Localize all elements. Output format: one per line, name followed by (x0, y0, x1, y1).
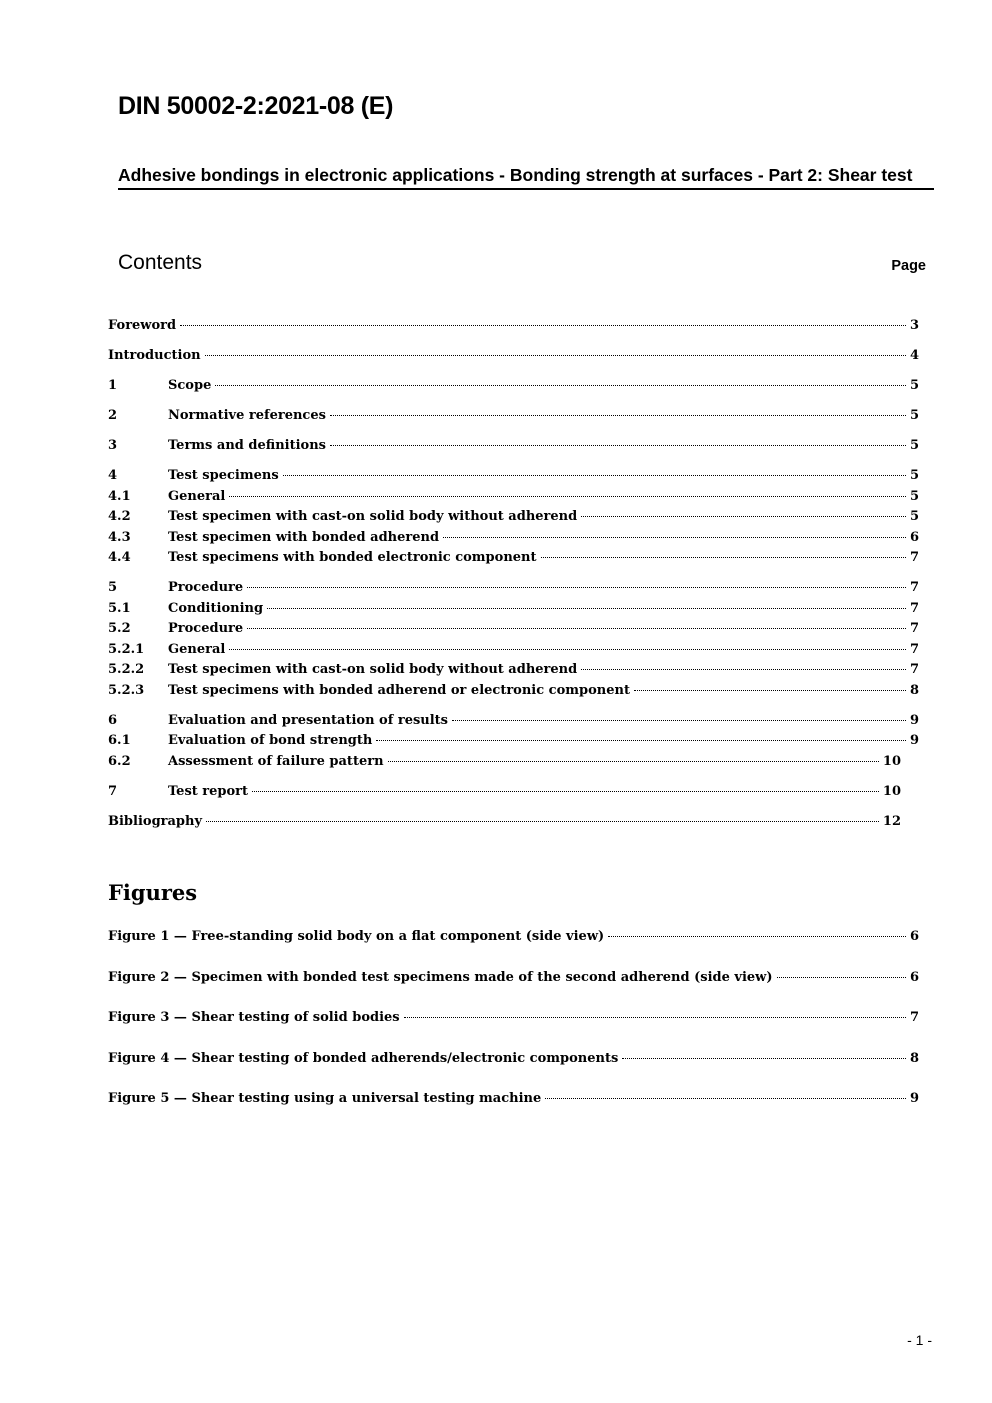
toc-entry-title: Procedure (168, 621, 244, 636)
figure-entry[interactable] (108, 1010, 919, 1031)
toc-entry[interactable] (108, 530, 919, 551)
figure-entry-title: Figure 4 — Shear testing of bonded adherends/electronic components (108, 1050, 619, 1066)
toc-entry[interactable] (108, 621, 919, 642)
toc-entry[interactable] (108, 550, 919, 571)
toc-entry-page: 7 (909, 662, 919, 677)
toc-entry[interactable] (108, 754, 919, 775)
figure-entry-title: Figure 1 — Free-standing solid body on a flat component (side view) (108, 929, 605, 944)
toc-entry-title: Test specimens (168, 468, 279, 483)
dot-leader (634, 690, 906, 691)
dot-leader (247, 628, 906, 629)
toc-entry-title: Foreword (108, 318, 177, 333)
toc-entry-title: Scope (168, 378, 212, 393)
dot-leader (622, 1058, 906, 1059)
figure-entry-page: 9 (909, 1091, 919, 1106)
toc-entry[interactable] (108, 509, 919, 530)
dot-leader (330, 445, 906, 446)
page-number: - 1 - (907, 1332, 932, 1348)
dot-leader (777, 977, 906, 978)
toc-entry[interactable] (108, 408, 919, 429)
table-of-contents (108, 318, 919, 834)
toc-entry-page: 6 (909, 529, 919, 545)
toc-entry-number: 4 (108, 468, 118, 483)
toc-entry-page: 9 (909, 733, 919, 748)
toc-entry-page: 7 (909, 621, 919, 636)
toc-entry-number: 4.4 (108, 550, 131, 565)
dot-leader (404, 1017, 906, 1018)
figure-entry[interactable] (108, 1051, 919, 1072)
toc-entry-page: 9 (909, 712, 919, 728)
toc-entry[interactable] (108, 580, 919, 601)
toc-entry-title: Test specimen with bonded adherend (168, 529, 440, 545)
toc-entry-number: 5.2.2 (108, 662, 145, 677)
toc-entry-number: 5.2 (108, 621, 131, 636)
figure-entry[interactable] (108, 929, 919, 950)
dot-leader (608, 936, 906, 937)
toc-entry-number: 5.2.1 (108, 641, 145, 657)
toc-entry-page: 7 (909, 641, 919, 657)
toc-entry-title: General (168, 641, 226, 657)
toc-entry-title: Conditioning (168, 600, 264, 616)
toc-entry-page: 7 (909, 550, 919, 565)
toc-entry-number: 5 (108, 580, 118, 595)
toc-entry-page: 5 (909, 408, 919, 423)
toc-entry-number: 5.2.3 (108, 682, 145, 698)
toc-entry-page: 4 (909, 348, 919, 363)
toc-entry[interactable] (108, 733, 919, 754)
dot-leader (330, 415, 906, 416)
toc-entry-page: 7 (909, 600, 919, 616)
figure-entry-page: 8 (909, 1050, 919, 1066)
toc-entry[interactable] (108, 489, 919, 510)
toc-entry-title: Bibliography (108, 813, 203, 829)
toc-entry[interactable] (108, 814, 919, 835)
figure-entry-title: Figure 5 — Shear testing using a universal testing machine (108, 1091, 542, 1106)
list-of-figures (108, 929, 919, 1132)
figure-entry-title: Figure 2 — Specimen with bonded test specimens made of the second adherend (side view) (108, 969, 773, 985)
dot-leader (229, 649, 906, 650)
toc-entry-number: 6.2 (108, 753, 131, 769)
dot-leader (229, 496, 906, 497)
dot-leader (180, 325, 906, 326)
toc-entry-number: 4.3 (108, 529, 131, 545)
dot-leader (205, 355, 906, 356)
toc-entry-number: 1 (108, 378, 118, 393)
dot-leader (545, 1098, 906, 1099)
dot-leader (283, 475, 906, 476)
toc-entry-title: Terms and definitions (168, 438, 326, 453)
toc-entry-title: Test specimen with cast-on solid body without adherend (168, 509, 578, 524)
toc-entry-title: General (168, 488, 226, 504)
toc-entry-number: 4.2 (108, 509, 131, 524)
toc-entry-title: Assessment of failure pattern (168, 753, 384, 769)
dot-leader (247, 587, 906, 588)
toc-entry[interactable] (108, 348, 919, 369)
toc-entry[interactable] (108, 642, 919, 663)
dot-leader (443, 537, 906, 538)
toc-entry-page: 10 (882, 753, 901, 769)
contents-heading: Contents (118, 251, 203, 274)
figure-entry-title: Figure 3 — Shear testing of solid bodies (108, 1010, 400, 1025)
figure-entry-page: 6 (909, 969, 919, 985)
toc-entry[interactable] (108, 468, 919, 489)
toc-entry-title: Test specimens with bonded electronic component (168, 550, 537, 565)
dot-leader (581, 516, 906, 517)
toc-entry-page: 5 (909, 509, 919, 524)
dot-leader (376, 740, 906, 741)
toc-entry-number: 2 (108, 408, 118, 423)
toc-entry-page: 8 (909, 682, 919, 698)
toc-entry-number: 7 (108, 783, 118, 799)
toc-entry-page: 5 (909, 378, 919, 393)
toc-entry-title: Procedure (168, 580, 244, 595)
toc-entry-title: Test specimens with bonded adherend or electronic component (168, 682, 630, 698)
toc-entry-number: 6 (108, 712, 118, 728)
toc-entry[interactable] (108, 662, 919, 683)
figures-heading: Figures (108, 880, 198, 905)
toc-entry-page: 5 (909, 438, 919, 453)
dot-leader (215, 385, 906, 386)
figure-entry-page: 6 (909, 929, 919, 944)
dot-leader (581, 669, 906, 670)
toc-entry-title: Evaluation and presentation of results (168, 712, 448, 728)
page-column-label: Page (891, 258, 926, 274)
toc-entry-title: Evaluation of bond strength (168, 733, 373, 748)
document-subtitle: Adhesive bondings in electronic applications - Bonding strength at surfaces - Part 2: Shear test (118, 164, 934, 190)
toc-entry-title: Introduction (108, 348, 201, 363)
toc-entry-number: 5.1 (108, 600, 131, 616)
toc-entry[interactable] (108, 683, 919, 704)
document-id: DIN 50002-2:2021-08 (E) (118, 92, 394, 120)
toc-entry-title: Test report (168, 783, 249, 799)
dot-leader (541, 557, 906, 558)
dot-leader (452, 720, 906, 721)
figure-entry[interactable] (108, 970, 919, 991)
figure-entry[interactable] (108, 1091, 919, 1112)
dot-leader (206, 821, 879, 822)
toc-entry-page: 10 (882, 783, 901, 799)
toc-entry[interactable] (108, 784, 919, 805)
toc-entry-number: 3 (108, 438, 118, 453)
toc-entry-number: 6.1 (108, 733, 131, 748)
toc-entry-page: 3 (909, 318, 919, 333)
toc-entry[interactable] (108, 713, 919, 734)
dot-leader (252, 791, 879, 792)
toc-entry[interactable] (108, 318, 919, 339)
toc-entry[interactable] (108, 378, 919, 399)
toc-entry-page: 5 (909, 488, 919, 504)
toc-entry[interactable] (108, 601, 919, 622)
toc-entry-page: 5 (909, 468, 919, 483)
figure-entry-page: 7 (909, 1010, 919, 1025)
toc-entry-title: Normative references (168, 408, 326, 423)
dot-leader (388, 761, 879, 762)
toc-entry-title: Test specimen with cast-on solid body without adherend (168, 662, 578, 677)
toc-entry-page: 7 (909, 580, 919, 595)
toc-entry-number: 4.1 (108, 488, 131, 504)
toc-entry-page: 12 (882, 813, 901, 829)
toc-entry[interactable] (108, 438, 919, 459)
dot-leader (267, 608, 906, 609)
